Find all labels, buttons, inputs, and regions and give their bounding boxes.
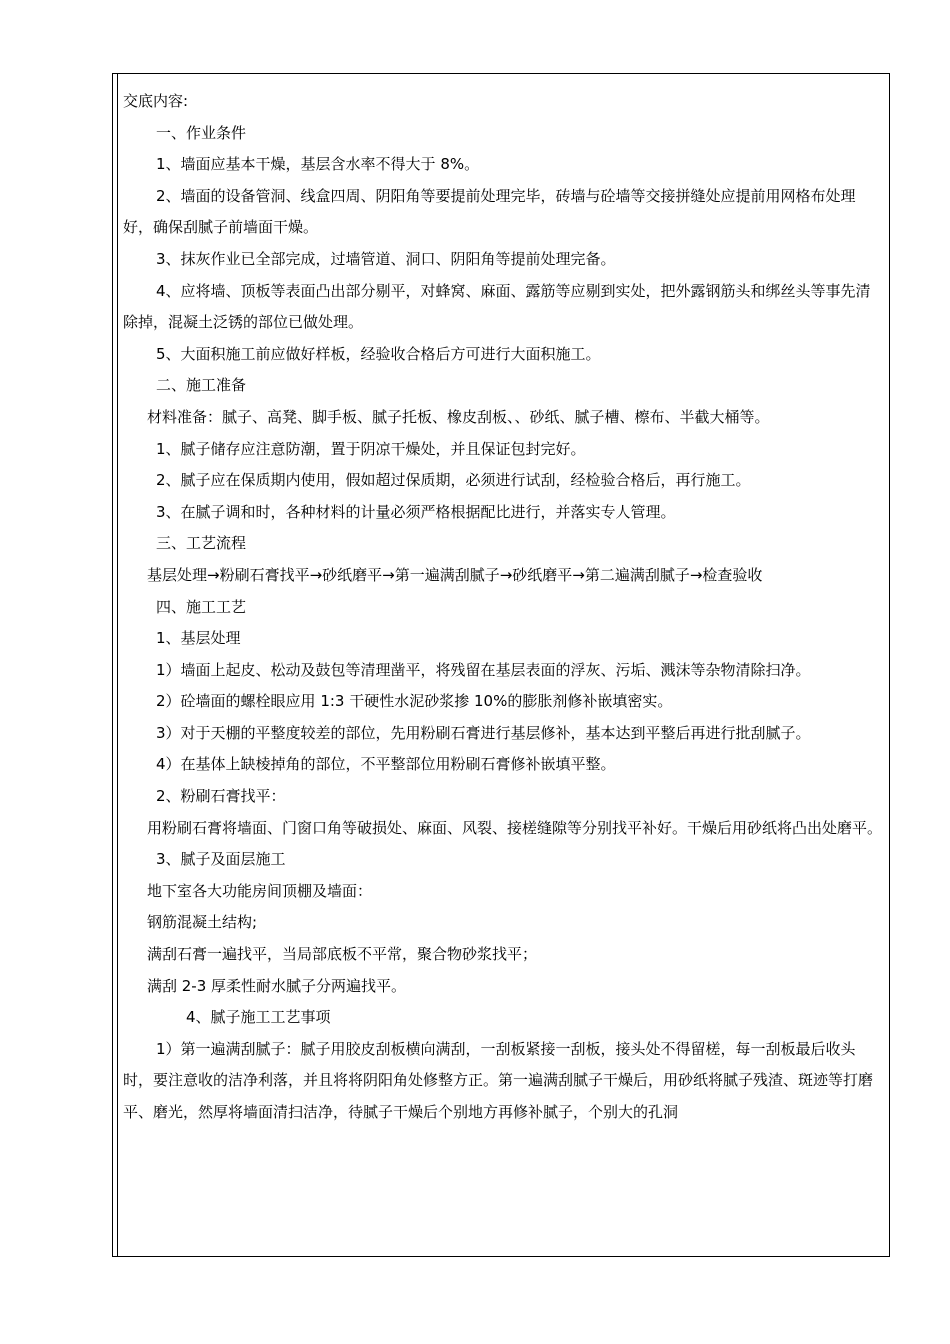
document-paragraph: 1、墙面应基本干燥，基层含水率不得大于 8%。 (156, 155, 480, 174)
document-paragraph: 三、工艺流程 (156, 534, 247, 553)
document-paragraph: 3、在腻子调和时，各种材料的计量必须严格根据配比进行，并落实专人管理。 (156, 502, 676, 521)
document-paragraph: 1）第一遍满刮腻子：腻子用胶皮刮板横向满刮，一刮板紧接一刮板，接头处不得留槎，每一刮板最后收头时，要注意收的洁净利落，并且将将阴阳角处修整方正。第一遍满刮腻子干燥后，用砂纸将腻子残渣、斑迹等打磨平、磨光，然厚将墙面清扫洁净，待腻子干燥后个别地方再修补腻子，个别大的孔洞 (123, 1039, 874, 1121)
document-frame (112, 73, 890, 1257)
document-paragraph: 二、施工准备 (156, 376, 247, 395)
document-paragraph: 用粉刷石膏将墙面、门窗口角等破损处、麻面、风裂、接槎缝隙等分别找平补好。干燥后用砂纸将凸出处磨平。 (147, 818, 883, 837)
document-paragraph: 2、腻子应在保质期内使用，假如超过保质期，必须进行试刮，经检验合格后，再行施工。 (156, 471, 751, 490)
document-paragraph: 4）在基体上缺棱掉角的部位，不平整部位用粉刷石膏修补嵌填平整。 (156, 755, 616, 774)
document-paragraph: 基层处理→粉刷石膏找平→砂纸磨平→第一遍满刮腻子→砂纸磨平→第二遍满刮腻子→检查验收 (147, 565, 763, 584)
document-paragraph: 1）墙面上起皮、松动及鼓包等清理凿平，将残留在基层表面的浮灰、污垢、溅沫等杂物清除扫净。 (156, 660, 811, 679)
document-paragraph: 3）对于天棚的平整度较差的部位，先用粉刷石膏进行基层修补，基本达到平整后再进行批刮腻子。 (156, 723, 811, 742)
document-paragraph: 一、作业条件 (156, 123, 247, 142)
document-paragraph: 满刮石膏一遍找平，当局部底板不平常，聚合物砂浆找平； (147, 945, 538, 964)
document-paragraph: 3、腻子及面层施工 (156, 850, 286, 869)
document-paragraph: 3、抹灰作业已全部完成，过墙管道、洞口、阴阳角等提前处理完备。 (156, 249, 616, 268)
document-paragraph: 2）砼墙面的螺栓眼应用 1:3 干硬性水泥砂浆掺 10%的膨胀剂修补嵌填密实。 (156, 692, 673, 711)
document-paragraph: 钢筋混凝土结构; (147, 913, 258, 932)
document-paragraph: 4、应将墙、顶板等表面凸出部分剔平，对蜂窝、麻面、露筋等应剔到实处，把外露钢筋头和绑丝头等事先清除掉，混凝土泛锈的部位已做处理。 (123, 281, 871, 332)
document-paragraph: 5、大面积施工前应做好样板，经验收合格后方可进行大面积施工。 (156, 344, 601, 363)
document-paragraph: 4、腻子施工工艺事项 (186, 1008, 331, 1027)
document-paragraph: 地下室各大功能房间顶棚及墙面： (147, 881, 373, 900)
document-paragraph: 1、基层处理 (156, 629, 241, 648)
document-paragraph: 2、粉刷石膏找平： (156, 787, 286, 806)
document-paragraph: 材料准备：腻子、高凳、脚手板、腻子托板、橡皮刮板、、砂纸、腻子槽、檫布、半截大桶等。 (147, 407, 770, 426)
document-lines (123, 118, 885, 1129)
document-heading: 交底内容: (123, 92, 189, 110)
document-paragraph: 四、施工工艺 (156, 597, 247, 616)
document-body (123, 86, 885, 1129)
document-paragraph: 满刮 2-3 厚柔性耐水腻子分两遍找平。 (147, 976, 407, 995)
document-paragraph: 1、腻子储存应注意防潮，置于阴凉干燥处，并且保证包封完好。 (156, 439, 586, 458)
document-paragraph: 2、墙面的设备管洞、线盒四周、阴阳角等要提前处理完毕，砖墙与砼墙等交接拼缝处应提前用网格布处理好，确保刮腻子前墙面干燥。 (123, 186, 856, 237)
